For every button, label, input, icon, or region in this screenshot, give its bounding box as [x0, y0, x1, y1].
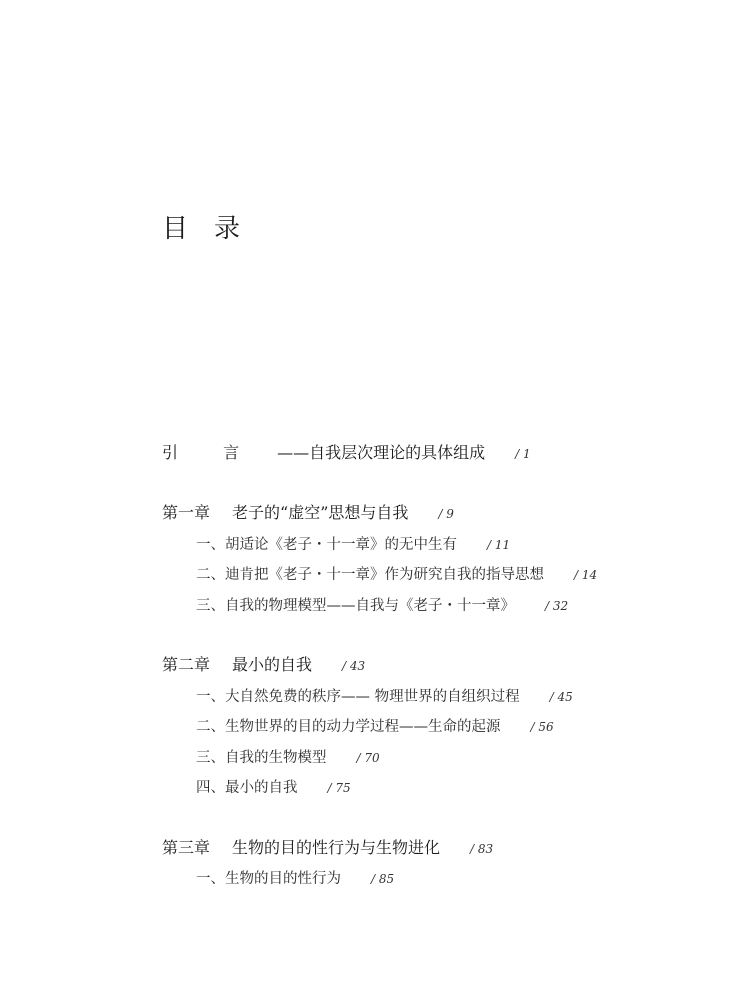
- entry-title: 三、自我的物理模型——自我与《老子・十一章》: [196, 598, 515, 614]
- toc-entry-chapter-2[interactable]: [162, 652, 365, 675]
- entry-prefix: 引 言: [162, 443, 260, 462]
- entry-title: 一、生物的目的性行为: [196, 871, 341, 887]
- toc-entry-section[interactable]: [196, 685, 573, 706]
- toc-entry-introduction[interactable]: [162, 440, 531, 463]
- entry-page-number: / 11: [487, 538, 511, 552]
- toc-entry-section[interactable]: [196, 715, 554, 736]
- entry-title: ——自我层次理论的具体组成: [277, 443, 486, 462]
- entry-page-number: / 85: [371, 872, 395, 886]
- entry-page-number: / 83: [470, 842, 494, 856]
- entry-title: 四、最小的自我: [196, 780, 298, 796]
- entry-title: 一、胡适论《老子・十一章》的无中生有: [196, 537, 457, 553]
- entry-page-number: / 14: [574, 568, 598, 582]
- entry-page-number: / 56: [530, 720, 554, 734]
- entry-prefix: 第一章: [162, 503, 211, 522]
- toc-entry-chapter-1[interactable]: [162, 500, 454, 523]
- toc-entry-section[interactable]: [196, 746, 380, 767]
- entry-title: 最小的自我: [232, 655, 313, 674]
- toc-entry-section[interactable]: [196, 776, 351, 797]
- entry-prefix: 第三章: [162, 838, 211, 857]
- toc-entry-chapter-3[interactable]: [162, 835, 493, 858]
- entry-title: 三、自我的生物模型: [196, 750, 327, 766]
- page-title: 目录: [162, 214, 267, 244]
- toc-entry-section[interactable]: [196, 533, 510, 554]
- entry-page-number: / 70: [356, 751, 380, 765]
- entry-page-number: / 9: [438, 507, 454, 521]
- toc-entry-section[interactable]: [196, 867, 394, 888]
- toc-entry-section[interactable]: [196, 563, 597, 584]
- entry-page-number: / 1: [515, 447, 531, 461]
- entry-prefix: 第二章: [162, 655, 211, 674]
- entry-title: 生物的目的性行为与生物进化: [232, 838, 441, 857]
- entry-page-number: / 45: [549, 690, 573, 704]
- entry-page-number: / 32: [545, 599, 569, 613]
- entry-title: 一、大自然免费的秩序—— 物理世界的自组织过程: [196, 689, 520, 705]
- entry-title: 二、迪肯把《老子・十一章》作为研究自我的指导思想: [196, 567, 544, 583]
- entry-title: 二、生物世界的目的动力学过程——生命的起源: [196, 719, 501, 735]
- toc-entry-section[interactable]: [196, 594, 568, 615]
- entry-page-number: / 75: [327, 781, 351, 795]
- entry-title: 老子的“虚空”思想与自我: [232, 503, 409, 522]
- entry-page-number: / 43: [342, 659, 366, 673]
